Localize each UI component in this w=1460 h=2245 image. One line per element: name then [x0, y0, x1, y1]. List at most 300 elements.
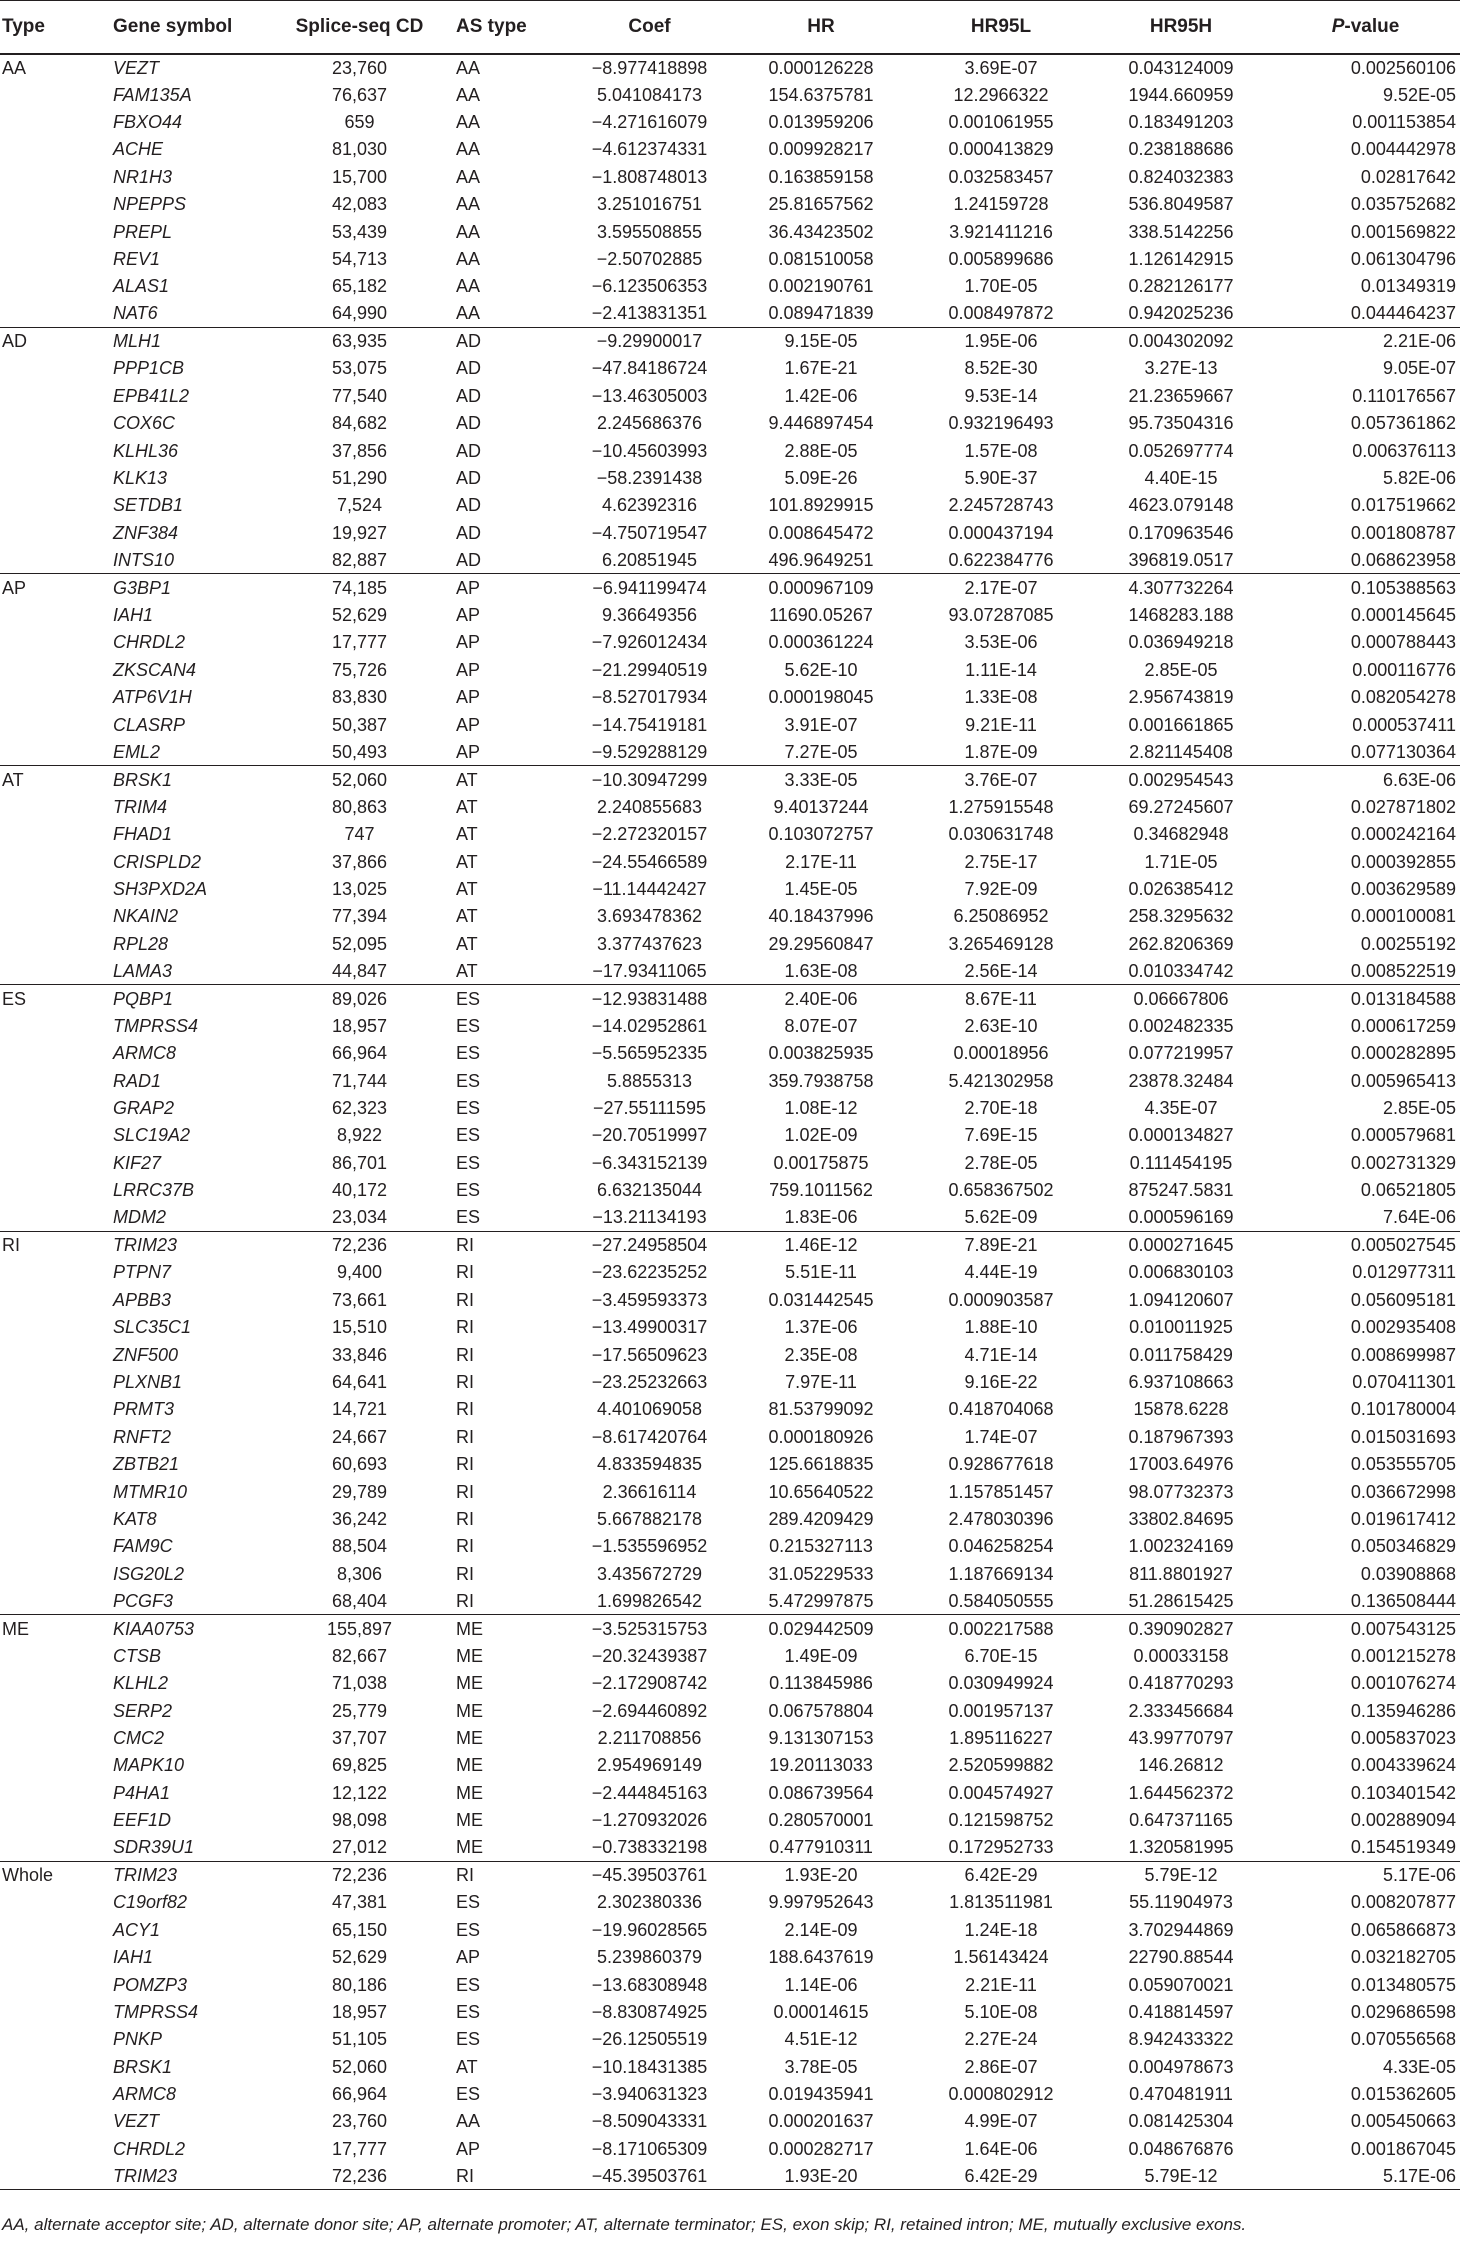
p-value-cell: 0.056095181: [1350, 1289, 1456, 1310]
type-cell: [0, 437, 99, 464]
table-row: [0, 738, 1460, 765]
as-type-cell: AP: [456, 687, 481, 708]
p-value-cell: 0.057361862: [1350, 413, 1456, 434]
coef-cell: −20.70519997: [591, 1125, 708, 1146]
hr95l-cell: 0.030631748: [948, 824, 1054, 845]
hr-cell: 1.49E-09: [784, 1645, 858, 1666]
splice-seq-cd-cell: 73,661: [331, 1289, 388, 1310]
as-type-cell: AA: [456, 57, 481, 78]
gene-symbol-cell: CMC2: [113, 1728, 165, 1749]
coef-cell: −4.750719547: [591, 522, 708, 543]
gene-symbol-cell: TRIM4: [113, 796, 167, 817]
table-row: [0, 382, 1460, 409]
hr95l-cell: 1.88E-10: [964, 1317, 1038, 1338]
p-value-cell: 0.001867045: [1350, 2138, 1456, 2159]
type-cell: [0, 656, 99, 683]
hr95l-cell: 5.421302958: [948, 1070, 1054, 1091]
hr95l-cell: 0.622384776: [948, 549, 1054, 570]
as-type-cell: AA: [456, 139, 481, 160]
p-value-cell: 0.068623958: [1350, 549, 1456, 570]
table-row: [0, 327, 1460, 354]
table-row: [0, 1286, 1460, 1313]
hr95h-cell: 5.79E-12: [1091, 1861, 1271, 1888]
splice-seq-cd-cell: 8,306: [336, 1563, 383, 1584]
hr95h-cell: 0.077219957: [1128, 1043, 1234, 1064]
hr95l-cell: 1.64E-06: [964, 2138, 1038, 2159]
coef-cell: 3.251016751: [596, 194, 703, 215]
hr-cell: 0.00014615: [773, 2001, 869, 2022]
hr-cell: 1.37E-06: [784, 1317, 858, 1338]
as-type-cell: AA: [456, 248, 481, 269]
hr95l-cell: 5.90E-37: [964, 468, 1038, 489]
as-type-cell: RI: [456, 1344, 474, 1365]
p-value-cell: 6.63E-06: [1271, 766, 1460, 793]
header-hr95h: HR95H: [1149, 15, 1213, 37]
as-type-cell: ES: [456, 1015, 481, 1036]
coef-cell: −7.926012434: [591, 632, 708, 653]
splice-seq-cd-cell: 81,030: [331, 139, 388, 160]
as-type-cell: RI: [456, 1590, 474, 1611]
hr-cell: 0.113845986: [769, 1673, 873, 1694]
p-value-cell: 2.85E-05: [1382, 1098, 1456, 1119]
coef-cell: 3.377437623: [596, 933, 703, 954]
as-type-cell: ES: [456, 1043, 481, 1064]
gene-symbol-cell: CHRDL2: [113, 632, 186, 653]
p-value-cell: 0.005027545: [1271, 1231, 1460, 1258]
coef-cell: 2.302380336: [596, 1892, 703, 1913]
hr95l-cell: 4.44E-19: [964, 1262, 1038, 1283]
as-type-cell: AP: [456, 741, 481, 762]
as-type-cell: AD: [456, 468, 482, 489]
gene-symbol-cell: KIF27: [113, 1152, 162, 1173]
table-row: [0, 1533, 1460, 1560]
table-row: [0, 492, 1460, 519]
type-cell: [0, 245, 99, 272]
hr95l-cell: 2.520599882: [948, 1755, 1054, 1776]
type-cell: [0, 1450, 99, 1477]
as-type-cell: AP: [456, 1947, 481, 1968]
splice-seq-cd-cell: 54,713: [331, 248, 388, 269]
splice-seq-cd-cell: 80,863: [331, 796, 388, 817]
hr95h-cell: 1.002324169: [1128, 1536, 1234, 1557]
type-cell: [0, 163, 99, 190]
as-type-cell: AD: [456, 522, 482, 543]
type-cell: [0, 81, 99, 108]
splice-seq-cd-cell: 9,400: [336, 1262, 383, 1283]
splice-seq-cd-cell: 82,667: [331, 1645, 388, 1666]
hr-cell: 31.05229533: [768, 1563, 874, 1584]
coef-cell: −10.30947299: [568, 766, 731, 793]
gene-symbol-cell: EPB41L2: [113, 385, 190, 406]
gene-symbol-cell: PREPL: [113, 221, 173, 242]
p-value-cell: 0.007543125: [1271, 1615, 1460, 1642]
coef-cell: 5.667882178: [596, 1508, 703, 1529]
gene-symbol-cell: PRMT3: [113, 1399, 175, 1420]
type-cell: [0, 1642, 99, 1669]
hr95h-cell: 0.048676876: [1128, 2138, 1234, 2159]
hr95l-cell: 1.813511981: [949, 1892, 1053, 1913]
splice-seq-cd-cell: 88,504: [331, 1536, 388, 1557]
hr95l-cell: 0.002217588: [911, 1615, 1091, 1642]
p-value-cell: 0.044464237: [1350, 303, 1456, 324]
hr95l-cell: 3.76E-07: [911, 766, 1091, 793]
type-cell: [0, 875, 99, 902]
gene-symbol-cell: RNFT2: [113, 1426, 171, 1447]
coef-cell: −8.527017934: [591, 687, 708, 708]
type-cell: [0, 1396, 99, 1423]
splice-seq-cd-cell: 66,964: [331, 1043, 388, 1064]
type-cell: [0, 1587, 99, 1614]
table-row: [0, 355, 1460, 382]
hr95h-cell: 15878.6228: [1133, 1399, 1229, 1420]
gene-symbol-cell: SERP2: [113, 1700, 173, 1721]
coef-cell: −8.830874925: [591, 2001, 708, 2022]
p-value-cell: 0.103401542: [1350, 1782, 1456, 1803]
header-p-value: [1271, 1, 1460, 54]
splice-seq-cd-cell: 84,682: [331, 413, 388, 434]
gene-symbol-cell: TMPRSS4: [113, 2001, 199, 2022]
coef-cell: −1.535596952: [591, 1536, 708, 1557]
table-row: [0, 1889, 1460, 1916]
as-type-cell: AP: [456, 632, 481, 653]
p-value-cell: 0.077130364: [1350, 741, 1456, 762]
type-cell: [0, 1204, 99, 1231]
p-value-cell: 5.17E-06: [1271, 1861, 1460, 1888]
hr-cell: 0.031442545: [768, 1289, 874, 1310]
coef-cell: 2.245686376: [596, 413, 703, 434]
gene-symbol-cell: CTSB: [113, 1645, 162, 1666]
hr95l-cell: 1.70E-05: [964, 276, 1038, 297]
coef-cell: −14.02952861: [591, 1015, 708, 1036]
gene-symbol-cell: LRRC37B: [113, 1180, 195, 1201]
hr95l-cell: 6.42E-29: [911, 2163, 1091, 2190]
p-value-cell: 0.005837023: [1350, 1728, 1456, 1749]
splice-seq-cd-cell: 25,779: [331, 1700, 388, 1721]
coef-cell: −5.565952335: [591, 1043, 708, 1064]
hr-cell: 10.65640522: [768, 1481, 874, 1502]
splice-seq-cd-cell: 63,935: [279, 327, 440, 354]
hr-cell: 0.008645472: [768, 522, 874, 543]
hr95h-cell: 0.059070021: [1128, 1974, 1234, 1995]
p-value-cell: 0.002935408: [1350, 1317, 1456, 1338]
splice-seq-cd-cell: 50,387: [331, 714, 388, 735]
type-cell: [0, 711, 99, 738]
splice-seq-cd-cell: 52,095: [331, 933, 388, 954]
table-row: [0, 903, 1460, 930]
gene-symbol-cell: P4HA1: [113, 1782, 171, 1803]
p-value-cell: 0.012977311: [1352, 1262, 1456, 1283]
coef-cell: −9.29900017: [568, 327, 731, 354]
hr95h-cell: 0.036949218: [1128, 632, 1234, 653]
hr95l-cell: 0.008497872: [948, 303, 1054, 324]
gene-symbol-cell: PPP1CB: [113, 358, 185, 379]
splice-seq-cd-cell: 19,927: [331, 522, 388, 543]
hr95l-cell: 2.86E-07: [964, 2056, 1038, 2077]
p-value-cell: 0.000282895: [1350, 1043, 1456, 1064]
hr95h-cell: 0.390902827: [1091, 1615, 1271, 1642]
type-cell: [0, 1697, 99, 1724]
table-row: [0, 574, 1460, 601]
table-row: [0, 957, 1460, 984]
hr95l-cell: 0.032583457: [948, 166, 1054, 187]
hr95h-cell: 2.821145408: [1129, 741, 1233, 762]
splice-seq-cd-cell: 51,105: [331, 2029, 388, 2050]
gene-symbol-cell: MLH1: [99, 327, 279, 354]
gene-symbol-cell: PQBP1: [99, 985, 279, 1012]
as-type-cell: ES: [456, 1152, 481, 1173]
coef-cell: −20.32439387: [591, 1645, 708, 1666]
hr-cell: 0.477910311: [769, 1837, 873, 1858]
hr-cell: 25.81657562: [768, 194, 874, 215]
table-row: [0, 711, 1460, 738]
splice-seq-cd-cell: 65,182: [331, 276, 388, 297]
p-value-cell: 0.002731329: [1350, 1152, 1456, 1173]
splice-seq-cd-cell: 23,760: [331, 57, 388, 78]
hr-cell: 9.446897454: [768, 413, 874, 434]
table-row: [0, 1396, 1460, 1423]
hr-cell: 3.78E-05: [784, 2056, 858, 2077]
as-type-cell: ME: [456, 1755, 483, 1776]
hr95h-cell: 396819.0517: [1128, 549, 1234, 570]
table-row: [0, 1040, 1460, 1067]
table-row: [0, 1450, 1460, 1477]
hr95h-cell: 0.010334742: [1128, 960, 1234, 981]
hr-cell: 3.91E-07: [784, 714, 858, 735]
splice-seq-cd-cell: 15,700: [331, 166, 388, 187]
splice-seq-cd-cell: 82,887: [331, 549, 388, 570]
hr95l-cell: 1.157851457: [948, 1481, 1054, 1502]
gene-symbol-cell: CHRDL2: [113, 2138, 186, 2159]
coef-cell: −58.2391438: [596, 468, 703, 489]
gene-symbol-cell: MTMR10: [113, 1481, 188, 1502]
as-type-cell: RI: [456, 1289, 474, 1310]
table-row: [0, 1341, 1460, 1368]
type-cell: [0, 382, 99, 409]
hr95h-cell: 0.942025236: [1128, 303, 1234, 324]
table-row: [0, 1642, 1460, 1669]
table-row: [0, 410, 1460, 437]
as-type-cell: RI: [456, 1454, 474, 1475]
gene-symbol-cell: PTPN7: [113, 1262, 172, 1283]
as-type-cell: AP: [456, 659, 481, 680]
hr-cell: 154.6375781: [768, 84, 874, 105]
as-type-cell: AD: [440, 327, 568, 354]
coef-cell: −11.14442427: [592, 878, 707, 899]
coef-cell: −14.75419181: [591, 714, 708, 735]
type-cell: ES: [0, 985, 99, 1012]
hr95h-cell: 338.5142256: [1128, 221, 1234, 242]
hr-cell: 3.33E-05: [731, 766, 911, 793]
coef-cell: 4.62392316: [601, 495, 698, 516]
hr95l-cell: 2.27E-24: [964, 2029, 1038, 2050]
hr95l-cell: 0.000437194: [948, 522, 1054, 543]
p-value-cell: 2.21E-06: [1271, 327, 1460, 354]
p-value-cell: 0.019617412: [1350, 1508, 1456, 1529]
as-type-cell: ES: [456, 2001, 481, 2022]
gene-symbol-cell: CLASRP: [113, 714, 186, 735]
type-cell: [0, 190, 99, 217]
type-cell: [0, 1478, 99, 1505]
type-cell: [0, 1067, 99, 1094]
p-value-cell: 0.017519662: [1350, 495, 1456, 516]
type-cell: [0, 738, 99, 765]
type-cell: [0, 273, 99, 300]
table-row: [0, 985, 1460, 1012]
splice-seq-cd-cell: 53,075: [331, 358, 388, 379]
type-cell: [0, 108, 99, 135]
type-cell: Whole: [0, 1861, 99, 1888]
hr95h-cell: 0.006830103: [1128, 1262, 1234, 1283]
hr95l-cell: 5.62E-09: [964, 1207, 1038, 1228]
coef-cell: −1.270932026: [591, 1810, 708, 1831]
gene-symbol-cell: ALAS1: [113, 276, 170, 297]
hr-cell: 0.009928217: [768, 139, 874, 160]
hr95l-cell: 2.478030396: [948, 1508, 1054, 1529]
as-type-cell: RI: [456, 1508, 474, 1529]
p-value-cell: 0.008522519: [1350, 960, 1456, 981]
hr95l-cell: 0.001957137: [948, 1700, 1054, 1721]
as-type-cell: AT: [456, 796, 478, 817]
hr95h-cell: 1.644562372: [1128, 1782, 1234, 1803]
table-row: [0, 2163, 1460, 2190]
splice-seq-cd-cell: 65,150: [331, 1919, 388, 1940]
as-type-cell: RI: [440, 1861, 568, 1888]
splice-seq-cd-cell: 44,847: [331, 960, 388, 981]
p-value-cell: 0.154519349: [1350, 1837, 1456, 1858]
as-type-cell: AT: [456, 2056, 478, 2077]
type-cell: [0, 793, 99, 820]
hr95h-cell: 258.3295632: [1128, 906, 1234, 927]
hr95l-cell: 0.001061955: [948, 111, 1054, 132]
p-value-cell: 0.002889094: [1350, 1810, 1456, 1831]
hr95h-cell: 0.06667806: [1091, 985, 1271, 1012]
gene-symbol-cell: REV1: [113, 248, 161, 269]
hr-cell: 5.62E-10: [784, 659, 858, 680]
coef-cell: −13.46305003: [591, 385, 708, 406]
as-type-cell: AT: [456, 824, 478, 845]
as-type-cell: AP: [456, 714, 481, 735]
hr-cell: 0.000282717: [768, 2138, 874, 2159]
type-cell: [0, 1807, 99, 1834]
table-row: [0, 848, 1460, 875]
hr95l-cell: 0.004574927: [948, 1782, 1054, 1803]
coef-cell: −6.941199474: [568, 574, 731, 601]
coef-cell: −2.172908742: [591, 1673, 708, 1694]
hr-cell: 1.83E-06: [784, 1207, 858, 1228]
as-type-cell: ME: [440, 1615, 568, 1642]
type-cell: [0, 2163, 99, 2190]
gene-symbol-cell: KLHL2: [113, 1673, 169, 1694]
hr-cell: 0.002190761: [768, 276, 874, 297]
table-row: [0, 163, 1460, 190]
hr95h-cell: 0.282126177: [1128, 276, 1234, 297]
p-value-cell: 0.029686598: [1350, 2001, 1456, 2022]
p-value-cell: 0.050346829: [1350, 1536, 1456, 1557]
table-row: [0, 930, 1460, 957]
splice-seq-cd-cell: 23,034: [331, 1207, 388, 1228]
coef-cell: −8.509043331: [591, 2111, 708, 2132]
hr95l-cell: 1.56143424: [953, 1947, 1049, 1968]
table-row: [0, 547, 1460, 574]
hr-cell: 7.27E-05: [784, 741, 858, 762]
hr95h-cell: 1944.660959: [1128, 84, 1234, 105]
type-cell: [0, 848, 99, 875]
as-type-cell: AD: [456, 413, 482, 434]
table-row: [0, 1423, 1460, 1450]
table-row: [0, 136, 1460, 163]
table-row: [0, 1807, 1460, 1834]
gene-symbol-cell: NAT6: [113, 303, 158, 324]
coef-cell: 2.36616114: [602, 1481, 697, 1502]
type-cell: [0, 820, 99, 847]
p-value-cell: 0.015362605: [1350, 2084, 1456, 2105]
table-row: [0, 245, 1460, 272]
coef-cell: −13.49900317: [591, 1317, 708, 1338]
hr95h-cell: 8.942433322: [1128, 2029, 1234, 2050]
type-cell: [0, 2053, 99, 2080]
hr-cell: 0.019435941: [768, 2084, 874, 2105]
as-type-cell: RI: [456, 1481, 474, 1502]
splice-seq-cd-cell: 77,540: [331, 385, 388, 406]
as-type-cell: ES: [456, 1207, 481, 1228]
splice-seq-cd-cell: 64,990: [331, 303, 388, 324]
gene-symbol-cell: SLC19A2: [113, 1125, 191, 1146]
gene-symbol-cell: TMPRSS4: [113, 1015, 199, 1036]
coef-cell: −4.271616079: [591, 111, 708, 132]
hr-cell: 9.131307153: [768, 1728, 874, 1749]
p-value-cell: 0.032182705: [1350, 1947, 1456, 1968]
hr-cell: 0.000126228: [768, 57, 874, 78]
hr95h-cell: 0.34682948: [1133, 824, 1229, 845]
hr95h-cell: 0.111454195: [1129, 1152, 1233, 1173]
table-header-row: [0, 1, 1460, 54]
type-cell: [0, 1122, 99, 1149]
gene-symbol-cell: BRSK1: [99, 766, 279, 793]
as-type-cell: AA: [456, 111, 481, 132]
hr-cell: 9.997952643: [768, 1892, 874, 1913]
hr-cell: 101.8929915: [768, 495, 874, 516]
p-value-cell: 0.001076274: [1350, 1673, 1456, 1694]
hr95l-cell: 0.046258254: [948, 1536, 1054, 1557]
hr-cell: 29.29560847: [768, 933, 874, 954]
gene-symbol-cell: SLC35C1: [113, 1317, 192, 1338]
gene-symbol-cell: CRISPLD2: [113, 851, 202, 872]
hr95h-cell: 0.000271645: [1091, 1231, 1271, 1258]
as-type-cell: AD: [456, 385, 482, 406]
coef-cell: −23.62235252: [591, 1262, 708, 1283]
coef-cell: −27.55111595: [593, 1098, 706, 1119]
p-value-cell: 0.136508444: [1350, 1590, 1456, 1611]
hr-cell: 9.40137244: [773, 796, 869, 817]
hr-cell: 0.086739564: [768, 1782, 874, 1803]
table-row: [0, 820, 1460, 847]
as-type-cell: AA: [456, 303, 481, 324]
hr95h-cell: 1.126142915: [1128, 248, 1234, 269]
coef-cell: −4.612374331: [591, 139, 708, 160]
p-value-cell: 0.105388563: [1271, 574, 1460, 601]
hr95h-cell: 1.71E-05: [1144, 851, 1218, 872]
table-row: [0, 1149, 1460, 1176]
hr95l-cell: 4.99E-07: [964, 2111, 1038, 2132]
gene-symbol-cell: FAM9C: [113, 1536, 173, 1557]
table-row: [0, 1670, 1460, 1697]
splice-seq-cd-cell: 71,038: [331, 1673, 388, 1694]
coef-cell: 5.8855313: [606, 1070, 693, 1091]
gene-symbol-cell: RPL28: [113, 933, 169, 954]
p-value-cell: 0.004339624: [1350, 1755, 1456, 1776]
coef-cell: −8.977418898: [591, 57, 708, 78]
table-row: [0, 1724, 1460, 1751]
